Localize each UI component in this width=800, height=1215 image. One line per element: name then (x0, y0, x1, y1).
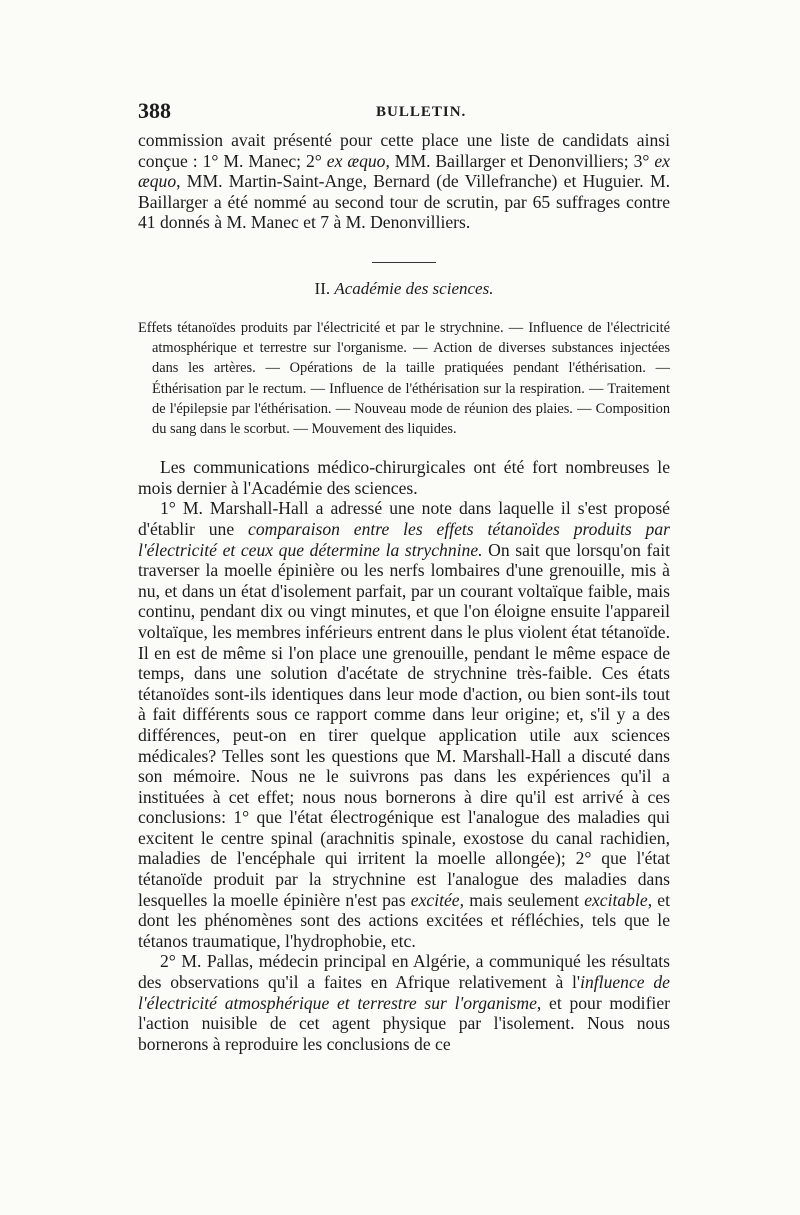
intro-paragraph (138, 130, 670, 233)
section-summary (138, 318, 670, 439)
italic-text: ex æquo (138, 150, 670, 192)
main-text (138, 457, 670, 1054)
text-run: commission avait présenté pour cette place une liste de candidats ainsi conçue : 1° M. Manec; 2° (138, 130, 670, 171)
italic-text: ex æquo (326, 150, 386, 171)
paragraph (138, 498, 670, 951)
summary-item: — Traitement de l'épilepsie par l'éthérisation. (152, 381, 670, 417)
book-page (138, 98, 670, 1054)
summary-item: — Éthérisation par le rectum. (152, 360, 670, 396)
section-divider (372, 262, 436, 263)
summary-item: — Opérations de la taille pratiquées pendant l'éthérisation. (256, 360, 646, 376)
paragraph (138, 951, 670, 1054)
running-head: BULLETIN. (376, 104, 467, 120)
summary-item: — Action de diverses substances injectées dans les artères. (152, 340, 670, 376)
summary-item: — Influence de l'éthérisation sur la respiration. (306, 381, 584, 397)
text-run: , MM. Baillarger et Denonvilliers; 3° (385, 150, 655, 171)
section-title: Académie des sciences. (334, 278, 494, 298)
section-number: II. (314, 278, 331, 298)
italic-text: influence de l'électricité atmosphérique et terrestre sur l'organisme (138, 972, 670, 1013)
text-run: On sait que lorsqu'on fait traverser la moelle épinière ou les nerfs lombaires d'une grenouille, mis à nu, et dans un état d'isolement parfait, par un courant voltaïque faible, mais continu, pendant dix ou vingt minutes, et que l'on éloigne ensuite l'appareil voltaïque, les membres inférieurs entrent dans le plus violent état tétanoïde. Il en est de même si l'on place une grenouille, pendant le même espace de temps, dans une solution d'acétate de strychnine très-faible. Ces états tétanoïdes sont-ils identiques dans leur mode d'action, ou bien sont-ils tout à fait différents sous ce rapport comme dans leur origine; et, s'il y a des différences, peut-on en tirer quelque application utile aux sciences médicales? Telles sont les questions que M. Marshall-Hall a discuté dans son mémoire. Nous ne le suivrons pas dans les expériences qu'il a instituées à cet effet; nous nous bornerons à dire qu'il est arrivé à ces conclusions: 1° que l'état électrogénique est l'analogue des maladies qui excitent le centre spinal (arachnitis spinale, exostose du canal rachidien, maladies de l'encéphale qui irritent la moelle allongée); 2° que l'état tétanoïde produit par la strychnine est l'analogue des maladies dans lesquelles la moelle épinière n'est pas (138, 539, 670, 910)
section-heading (138, 279, 670, 299)
text-run: Les communications médico-chirurgicales ont été fort nombreuses le mois dernier à l'Académie des sciences. (138, 457, 670, 498)
italic-text: comparaison entre les effets tétanoïdes produits par l'électricité et ceux que détermine la strychnine. (138, 518, 670, 560)
text-run: 1° M. Marshall-Hall a adressé une note dans laquelle il s'est proposé d'établir une (138, 498, 670, 539)
text-run: , et pour modifier l'action nuisible de cet agent physique par l'isolement. Nous nous bornerons à reproduire les conclusions de ce (138, 992, 670, 1054)
summary-item: Effets tétanoïdes produits par l'électricité et par le strychnine. (138, 319, 504, 336)
italic-text: excitable (584, 889, 648, 910)
text-run: , MM. Martin-Saint-Ange, Bernard (de Villefranche) et Huguier. M. Baillarger a été nommé au second tour de scrutin, par 65 suffrages contre 41 donnés à M. Manec et 7 à M. Denonvilliers. (138, 171, 670, 233)
page-header (138, 98, 670, 130)
text-run: mais seulement (464, 889, 585, 910)
italic-text: excitée, (410, 889, 465, 910)
paragraph (138, 457, 670, 498)
intro-text (138, 130, 670, 233)
summary-item: — Composition du sang dans le scorbut. (152, 401, 670, 437)
text-run: , et dont les phénomènes sont des actions excitées et réfléchies, tels que le tétanos traumatique, l'hydrophobie, etc. (138, 889, 670, 951)
summary-item: — Nouveau mode de réunion des plaies. (332, 401, 573, 417)
text-run: 2° M. Pallas, médecin principal en Algérie, a communiqué les résultats des observations qu'il a faites en Afrique relativement à l' (138, 951, 670, 993)
page-number: 388 (138, 98, 171, 123)
summary-item: — Mouvement des liquides. (290, 421, 457, 437)
summary-item: — Influence de l'électricité atmosphérique et terrestre sur l'organisme. (152, 320, 670, 356)
